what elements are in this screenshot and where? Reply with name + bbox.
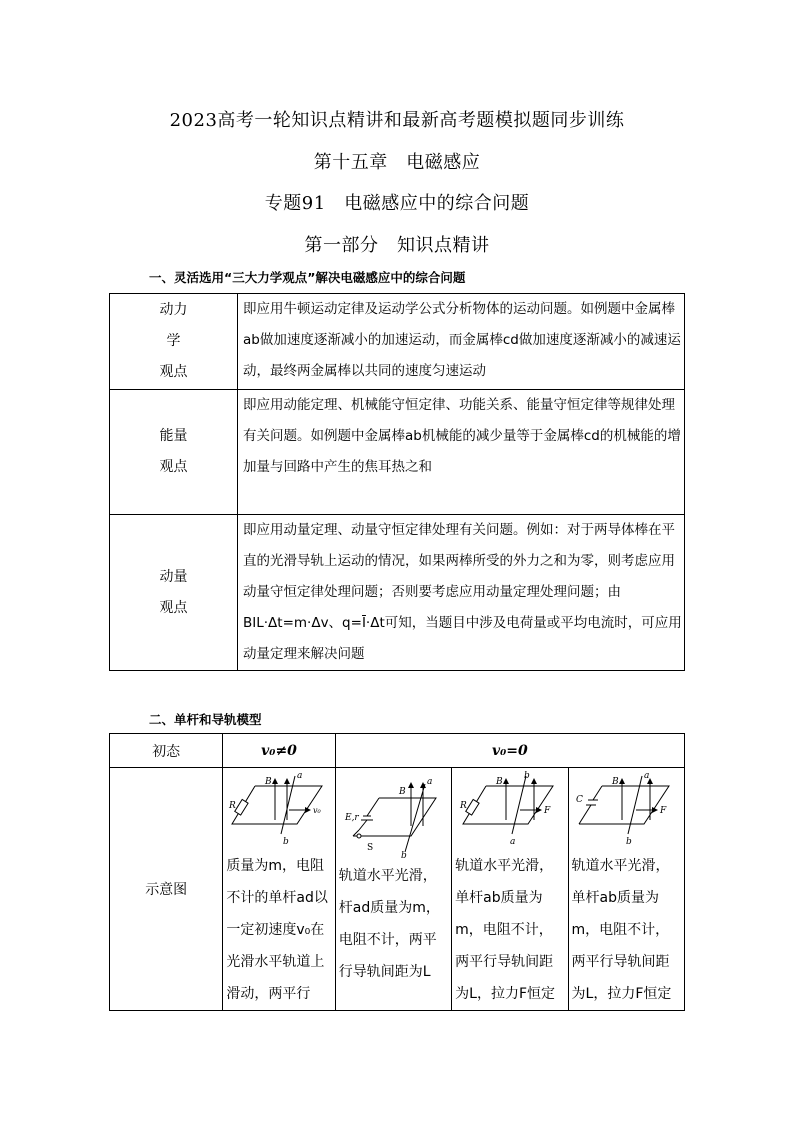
label-b: b	[401, 851, 408, 860]
row-label	[110, 390, 238, 515]
resistor	[466, 799, 479, 815]
part-title: 第一部分 知识点精讲	[304, 235, 490, 256]
model-desc-2: 轨道水平光滑，杆ad质量为m，电阻不计，两平行导轨间距为L	[338, 868, 440, 980]
label-a: a	[427, 777, 433, 787]
rail-left	[367, 798, 379, 816]
table-row	[110, 390, 685, 515]
label-line: 观点	[159, 459, 188, 475]
label-R: R	[459, 801, 467, 811]
label-line: 观点	[159, 599, 188, 616]
label-Er: E,r	[345, 813, 360, 823]
col-v0-zero: v₀=0	[335, 734, 684, 768]
label-F: F	[660, 806, 667, 816]
table-row	[110, 515, 685, 671]
label-B: B	[399, 787, 407, 797]
rail-frame	[353, 798, 436, 836]
label-line: 学	[166, 333, 181, 349]
model-desc-4: 轨道水平光滑，单杆ab质量为m，电阻不计，两平行导轨间距为L，拉力F恒定	[571, 858, 672, 1002]
table-row	[110, 294, 685, 390]
label-b: b	[523, 771, 530, 781]
section1-heading: 一、灵活选用“三大力学观点”解决电磁感应中的综合问题	[149, 270, 466, 285]
label-B: B	[265, 777, 272, 787]
label-C: C	[576, 795, 584, 805]
row-text: 即应用动能定理、机械能守恒定律、功能关系、能量守恒定律等规律处理有关问题。如例题中金属棒ab机械能的减少量等于金属棒cd的机械能的增加量与回路中产生的焦耳热之和	[238, 390, 685, 515]
model-cell-3	[452, 768, 568, 1011]
label-B: B	[495, 777, 503, 787]
rod-capacitor-force-diagram	[574, 770, 678, 850]
rod	[405, 784, 425, 852]
topic-title: 专题91 电磁感应中的综合问题	[264, 193, 530, 214]
rod	[281, 776, 295, 834]
model-desc-1: 质量为m，电阻不计的单杆ad以一定初速度v₀在光滑水平轨道上滑动，两平行	[226, 858, 328, 1002]
rail-left	[593, 786, 602, 800]
col-initial: 初态	[110, 734, 223, 768]
model-desc-3: 轨道水平光滑，单杆ab质量为m，电阻不计，两平行导轨间距为L，拉力F恒定	[455, 858, 555, 1002]
viewpoints-table	[109, 293, 685, 671]
label-S: S	[367, 843, 374, 853]
section2-heading: 二、单杆和导轨模型	[149, 712, 262, 727]
label-a: a	[509, 837, 516, 847]
label-a: a	[644, 771, 650, 781]
rod-resistor-diagram	[227, 770, 331, 850]
rod-rail-table	[109, 733, 685, 1011]
row-text: 即应用动量定理、动量守恒定律处理有关问题。例如：对于两导体棒在平直的光滑导轨上运动的情况，如果两棒所受的外力之和为零，则考虑应用动量守恒定律处理问题；否则要考虑应用动量定理处理问题；由BIL·Δt=m·Δv、q=Ī·Δt可知，当题目中涉及电荷量或平均电流时，可应用动量定理来解决问题	[238, 515, 685, 671]
rod	[512, 776, 526, 834]
rod-battery-diagram	[341, 770, 445, 860]
row-text: 即应用牛顿运动定律及运动学公式分析物体的运动问题。如例题中金属棒ab做加速度逐渐减小的加速运动，而金属棒cd做加速度逐渐减小的减速运动，最终两金属棒以共同的速度匀速运动	[238, 294, 685, 390]
col-v0-nonzero: v₀≠0	[223, 734, 335, 768]
rail-left	[579, 805, 591, 824]
row-label	[110, 294, 238, 390]
label-a: a	[297, 771, 303, 781]
label-v0: v₀	[313, 806, 321, 815]
resistor	[235, 799, 248, 815]
row-label: 示意图	[110, 768, 223, 1011]
label-B: B	[612, 777, 619, 787]
label-R: R	[229, 801, 236, 811]
table-row	[110, 734, 685, 768]
label-line: 能量	[159, 428, 188, 444]
table-row	[110, 768, 685, 1011]
model-cell-4	[568, 768, 684, 1011]
chapter-title: 第十五章 电磁感应	[313, 152, 481, 173]
row-label	[110, 515, 238, 671]
model-cell-1	[223, 768, 335, 1011]
rod	[628, 776, 642, 834]
label-line: 观点	[159, 364, 188, 380]
rod-resistor-force-diagram	[458, 770, 562, 850]
doc-title: 2023高考一轮知识点精讲和最新高考题模拟题同步训练	[169, 110, 625, 131]
label-line: 动量	[159, 568, 188, 585]
label-line: 动力	[159, 302, 188, 318]
model-cell-2	[335, 768, 451, 1011]
label-b: b	[626, 837, 633, 847]
rail-left	[359, 820, 367, 830]
label-F: F	[543, 806, 551, 816]
label-b: b	[283, 837, 289, 847]
